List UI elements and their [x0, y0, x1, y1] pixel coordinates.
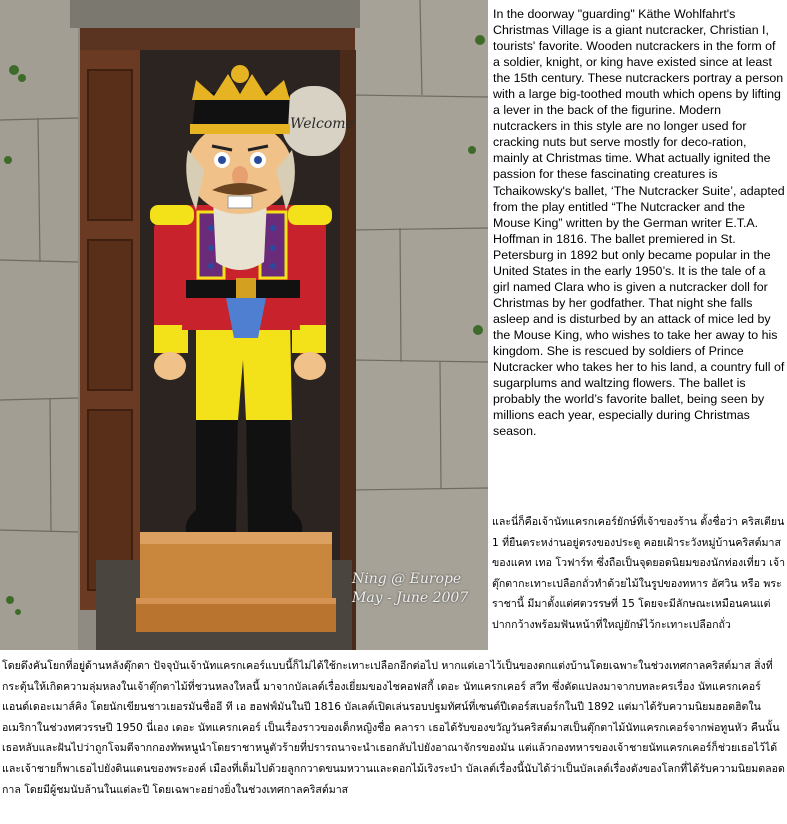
thai-paragraph-bottom: โดยดึงคันโยกที่อยู่ด้านหลังตุ๊กตา ปัจจุบันเจ้านัทแครกเคอร์แบบนี้ก็ไม่ได้ใช้กะเทาะเปลือกอีกต่อไป หากแต่เอาไว้เป็นของตกแต่งบ้านโดยเฉพาะในช่วงเทศกาลคริสต์มาส สิ่งที่กระตุ้นให้เกิดความลุ่มหลงในเจ้าตุ๊กตาไม้ที่ชวนหลงใหลนี้ มาจากบัลเลต์เรื่องเยี่ยมของไชคอฟสกี้ เดอะ นัทแครกเคอร์ สวีท ซึ่งดัดแปลงมาจากบทละครเรื่อง นัทแครกเคอร์แอนด์เดอะเมาส์คิง โดยนักเขียนชาวเยอรมันชื่ออี ที เอ ฮอฟฟ์มันในปี 1816 บัลเลต์เปิดเล่นรอบปฐมทัศน์ที่เซนต์ปีเตอร์สเบอร์กในปี 1892 แต่มาได้รับความนิยมฮอตฮิตในอเมริกาในช่วงทศวรรษปี 1950 นี่เอง เดอะ นัทแครกเคอร์ เป็นเรื่องราวของเด็กหญิงชื่อ คลารา เธอได้รับของขวัญวันคริสต์มาสเป็นตุ๊กตาไม้นัทแครกเคอร์จากพ่อทูนหัว คืนนั้นเธอหลับและฝันไปว่าถูกโจมตีจากกองทัพหนูนำโดยราชาหนูตัวร้ายที่ปรารถนาจะนำเธอกลับไปยังอาณาจักรของมัน แต่แล้วกองทหารของเจ้าชายนัทแครกเคอร์ก็ช่วยเธอไว้ได้ และเจ้าชายก็พาเธอไปยังดินแดนของพระองค์ เมืองที่เต็มไปด้วยลูกกวาดขนมหวานและดอกไม้เริงระบำ บัลเลต์เรื่องนี้นับได้ว่าเป็นบัลเลต์เรื่องดังของโลกที่ได้รับความนิยมตลอดกาล โดยมีผู้ชมนับล้านในแต่ละปี โดยเฉพาะอย่างยิ่งในช่วงเทศกาลคริสต์มาส	[2, 660, 785, 796]
nutcracker-photo	[0, 0, 488, 650]
thai-paragraph-right: และนี่ก็คือเจ้านัทแครกเคอร์ยักษ์ที่เจ้าของร้าน ตั้งชื่อว่า คริสเตียน 1 ที่ยืนตระหง่านอยู่ตรงของประตู คอยเฝ้าระวังหมู่บ้านคริสต์มาสของแคท เทอ โวฟาร์ท ซึ่งถือเป็นจุดยอดนิยมของนักท่องเที่ยว เจ้าตุ๊กตากะเทาะเปลือกถั่วทำด้วยไม้ในรูปของทหาร อัศวิน หรือ พระราชานี้ มีมาตั้งแต่ศตวรรษที่ 15 โดยจะมีลักษณะเหมือนคนแต่ปากกว้างพร้อมฟันหน้าที่ใหญ่ยักษ์ไว้กะเทาะเปลือกถั่ว	[492, 516, 786, 631]
watermark-line-1: Ning @ Europe	[352, 571, 462, 587]
watermark-line-2: May - June 2007	[352, 590, 469, 606]
english-paragraph: In the doorway "guarding" Käthe Wohlfahrt's Christmas Village is a giant nutcracker, Christian I, tourists' favorite. Wooden nutcrackers in the form of a soldier, knight, or king have existed since at least the 15th century. These nutcrackers portray a person with a large big-toothed mouth which opens by lifting a lever in the back of the figurine. Modern nutcrackers in this style are no longer used for cracking nuts but serve mostly for deco-ration, mainly at Christmas time. What actually ignited the passion for these fascinating creatures is Tchaikowsky's ballet, ‘The Nutcracker Suite’, adapted from the play entitled “The Nutcracker and the Mouse King” written by the German writer E.T.A. Hoffman in 1816. The ballet premiered in St. Petersburg in 1892 but only became popular in the United States in the early 1950’s. It is the tale of a girl named Clara who is given a nutcracker doll for Christmas by her godfather. That night she falls asleep and is disturbed by an attack of mice led by the Mouse King, who wishes to take her away to his kingdom. She is rescued by soldiers of Prince Nutcracker who takes her to his land, a country full of sugarplums and waltzing flowers. The ballet is probably the world’s favorite ballet, being seen by millions each year, especially during Christmas season.	[493, 7, 785, 439]
welcome-sign-text: Welcome	[290, 116, 354, 132]
photo-watermark	[352, 570, 468, 608]
